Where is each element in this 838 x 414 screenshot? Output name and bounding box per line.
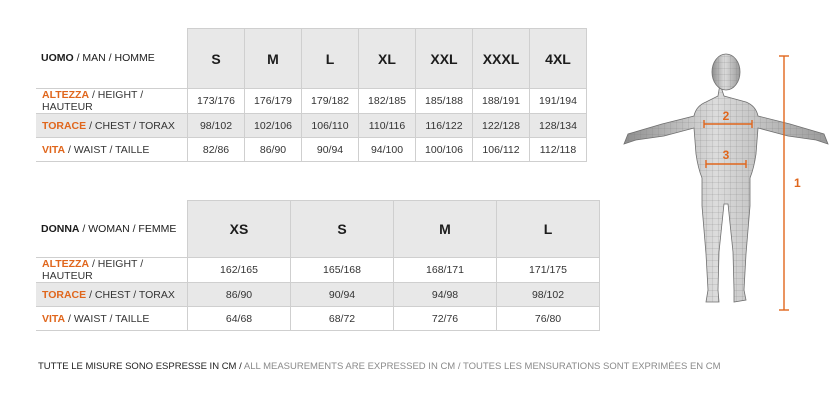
row-label-rest: / HEIGHT / HAUTEUR bbox=[42, 89, 144, 113]
table-cell: 90/94 bbox=[291, 283, 394, 307]
table-cell: 94/100 bbox=[359, 138, 416, 162]
row-label-accent: VITA bbox=[42, 143, 66, 156]
row-label-rest: / CHEST / TORAX bbox=[86, 288, 175, 301]
women-title-rest: / WOMAN / FEMME bbox=[79, 222, 177, 235]
row-label-rest: / WAIST / TAILLE bbox=[65, 143, 150, 156]
table-cell: 86/90 bbox=[188, 283, 291, 307]
women-size-header: L bbox=[497, 201, 600, 258]
women-title-bold: DONNA bbox=[41, 222, 80, 235]
women-chest-row bbox=[36, 283, 600, 307]
row-label-chest bbox=[36, 114, 188, 138]
row-label-accent: ALTEZZA bbox=[42, 89, 90, 101]
table-cell: 106/110 bbox=[302, 114, 359, 138]
men-title-bold: UOMO bbox=[41, 52, 74, 65]
table-cell: 188/191 bbox=[473, 89, 530, 114]
women-height-row bbox=[36, 258, 600, 283]
row-label-rest: / CHEST / TORAX bbox=[86, 119, 175, 132]
women-size-table bbox=[36, 200, 600, 331]
women-size-header: S bbox=[291, 201, 394, 258]
table-cell: 122/128 bbox=[473, 114, 530, 138]
body-measurement-figure bbox=[616, 44, 834, 320]
table-cell: 168/171 bbox=[394, 258, 497, 283]
row-label-height bbox=[36, 89, 188, 114]
table-cell: 72/76 bbox=[394, 307, 497, 331]
men-waist-row bbox=[36, 138, 587, 162]
row-label-accent: TORACE bbox=[42, 288, 87, 301]
table-cell: 162/165 bbox=[188, 258, 291, 283]
men-size-table bbox=[36, 28, 587, 162]
table-cell: 116/122 bbox=[416, 114, 473, 138]
men-title bbox=[36, 29, 188, 89]
table-cell: 182/185 bbox=[359, 89, 416, 114]
table-cell: 112/118 bbox=[530, 138, 587, 162]
men-size-header: M bbox=[245, 29, 302, 89]
table-cell: 185/188 bbox=[416, 89, 473, 114]
table-cell: 86/90 bbox=[245, 138, 302, 162]
table-cell: 102/106 bbox=[245, 114, 302, 138]
men-size-header: XL bbox=[359, 29, 416, 89]
women-title bbox=[36, 201, 188, 258]
men-size-header: 4XL bbox=[530, 29, 587, 89]
table-cell: 173/176 bbox=[188, 89, 245, 114]
women-header-row bbox=[36, 201, 600, 258]
women-size-header: M bbox=[394, 201, 497, 258]
table-cell: 68/72 bbox=[291, 307, 394, 331]
table-cell: 171/175 bbox=[497, 258, 600, 283]
table-cell: 94/98 bbox=[394, 283, 497, 307]
women-waist-row bbox=[36, 307, 600, 331]
table-cell: 98/102 bbox=[497, 283, 600, 307]
height-label: 1 bbox=[794, 176, 801, 190]
men-size-header: XXXL bbox=[473, 29, 530, 89]
row-label-chest bbox=[36, 283, 188, 307]
table-cell: 176/179 bbox=[245, 89, 302, 114]
men-title-rest: / MAN / HOMME bbox=[73, 52, 155, 65]
table-cell: 98/102 bbox=[188, 114, 245, 138]
row-label-waist bbox=[36, 307, 188, 331]
row-label-accent: TORACE bbox=[42, 119, 87, 132]
men-size-header: L bbox=[302, 29, 359, 89]
table-cell: 110/116 bbox=[359, 114, 416, 138]
table-cell: 82/86 bbox=[188, 138, 245, 162]
row-label-height bbox=[36, 258, 188, 283]
row-label-accent: VITA bbox=[42, 312, 66, 325]
women-size-header: XS bbox=[188, 201, 291, 258]
men-chest-row bbox=[36, 114, 587, 138]
table-cell: 64/68 bbox=[188, 307, 291, 331]
row-label-rest: / HEIGHT / HAUTEUR bbox=[42, 258, 144, 282]
chest-label: 2 bbox=[722, 109, 730, 123]
row-label-waist bbox=[36, 138, 188, 162]
men-height-row bbox=[36, 89, 587, 114]
footnote-rest: ALL MEASUREMENTS ARE EXPRESSED IN CM / TOUTES LES MENSURATIONS SONT EXPRIMÉES EN CM bbox=[241, 361, 721, 372]
row-label-rest: / WAIST / TAILLE bbox=[65, 312, 150, 325]
table-cell: 106/112 bbox=[473, 138, 530, 162]
row-label-accent: ALTEZZA bbox=[42, 258, 90, 270]
table-cell: 100/106 bbox=[416, 138, 473, 162]
men-header-row bbox=[36, 29, 587, 89]
footnote-main: TUTTE LE MISURE SONO ESPRESSE IN CM / bbox=[38, 361, 242, 372]
men-size-header: S bbox=[188, 29, 245, 89]
men-size-header: XXL bbox=[416, 29, 473, 89]
table-cell: 76/80 bbox=[497, 307, 600, 331]
table-cell: 90/94 bbox=[302, 138, 359, 162]
table-cell: 179/182 bbox=[302, 89, 359, 114]
waist-label: 3 bbox=[722, 148, 730, 162]
measurements-footnote bbox=[38, 361, 721, 372]
table-cell: 128/134 bbox=[530, 114, 587, 138]
table-cell: 165/168 bbox=[291, 258, 394, 283]
table-cell: 191/194 bbox=[530, 89, 587, 114]
